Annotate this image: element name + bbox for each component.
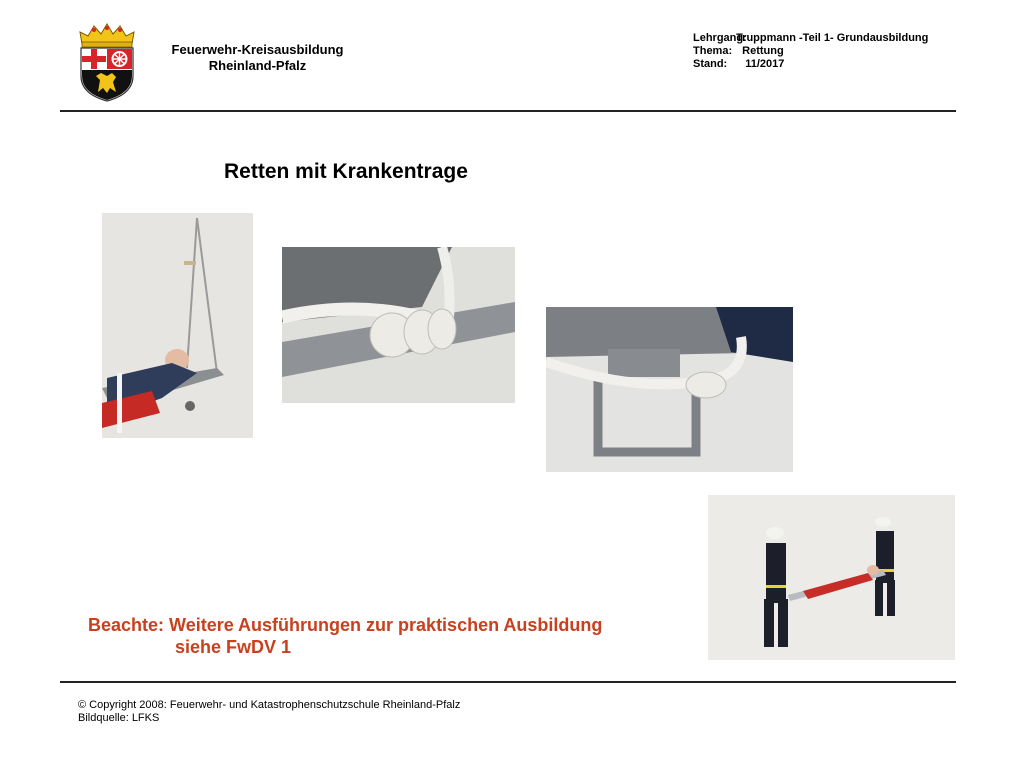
photo-stretcher-upright <box>102 213 253 438</box>
page-title: Retten mit Krankentrage <box>224 160 468 183</box>
photo-rope-knot <box>282 247 515 403</box>
header-divider <box>60 110 956 112</box>
image-source-text: Bildquelle: LFKS <box>78 712 160 724</box>
meta-row-course: Lehrgang: Truppmann -Teil 1- Grundausbildung <box>693 32 929 44</box>
org-name-line2: Rheinland-Pfalz <box>208 58 307 73</box>
copyright-text: © Copyright 2008: Feuerwehr- und Katastrophenschutzschule Rheinland-Pfalz <box>78 699 461 711</box>
note-line1: Beachte: Weitere Ausführungen zur praktischen Ausbildung <box>88 615 603 635</box>
footer-divider <box>60 681 956 683</box>
coat-of-arms-logo <box>74 22 140 102</box>
meta-row-version: Stand: 11/2017 <box>693 58 785 70</box>
meta-row-topic: Thema: Rettung <box>693 45 784 57</box>
photo-rope-bracket <box>546 307 793 472</box>
org-name-line1: Feuerwehr-Kreisausbildung <box>171 42 344 57</box>
course-meta <box>693 32 993 71</box>
photo-firefighters-carrying <box>708 495 955 660</box>
note-line2: siehe FwDV 1 <box>175 637 292 657</box>
crown-icon <box>80 24 134 47</box>
